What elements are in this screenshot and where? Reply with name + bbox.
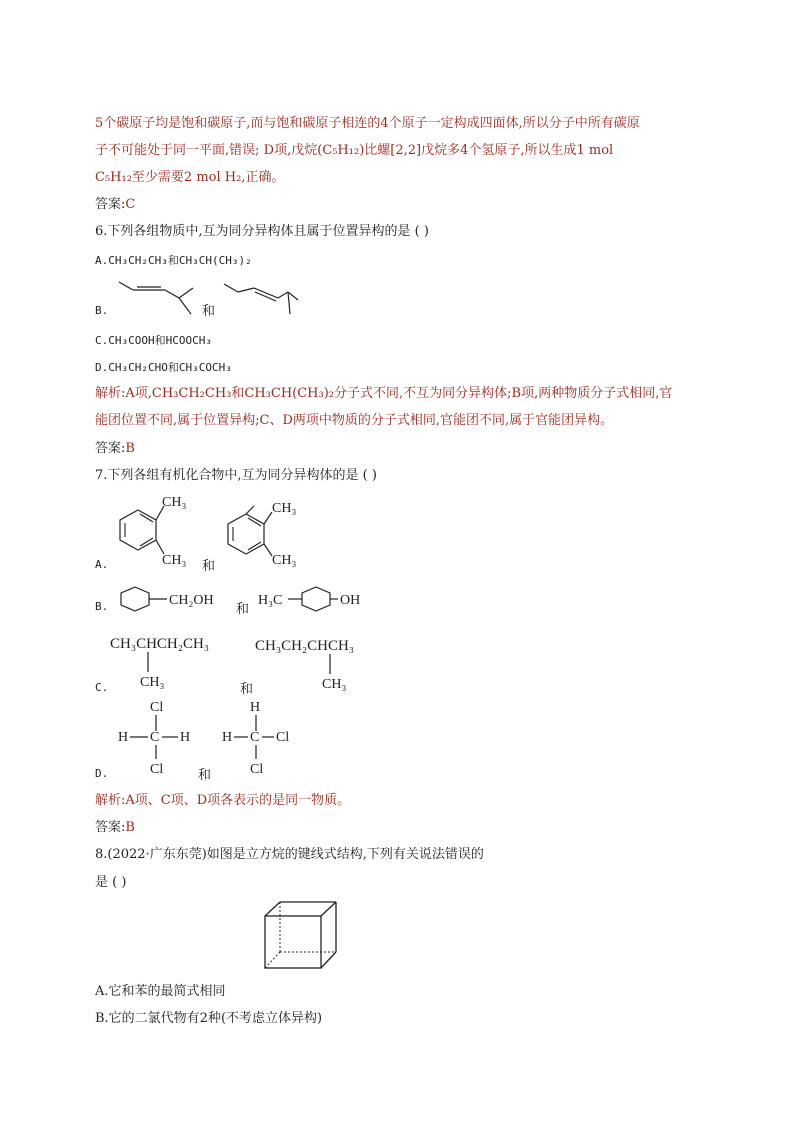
ch3-label: CH₃ bbox=[140, 675, 165, 690]
ch2oh-label: CH₂OH bbox=[169, 593, 214, 608]
q7-option-b-label: B. bbox=[95, 600, 109, 613]
q7-option-a-right-structure bbox=[218, 494, 308, 574]
c-label: C bbox=[250, 730, 260, 745]
ch3-label: CH₃ bbox=[272, 553, 297, 568]
q7-option-c-and: 和 bbox=[240, 682, 254, 697]
answer-label: 答案: bbox=[95, 820, 126, 835]
c-left-main-chain: CH₃CHCH₂CH₃ bbox=[110, 636, 210, 652]
explanation-line-1: 5个碳原子均是饱和碳原子,而与饱和碳原子相连的4个原子一定构成四面体,所以分子中所有碳原 bbox=[95, 116, 640, 131]
h-label: H bbox=[118, 730, 129, 745]
h3c-label: H₃C bbox=[258, 593, 283, 608]
q6-option-b-right-structure bbox=[220, 278, 300, 320]
q8-stem-line-1: 8.(2022·广东东莞)如图是立方烷的键线式结构,下列有关说法错误的 bbox=[95, 847, 484, 862]
cubane-structure bbox=[260, 898, 340, 974]
q8-option-b: B.它的二氯代物有2种(不考虑立体异构) bbox=[95, 1011, 323, 1026]
q6-answer bbox=[95, 439, 135, 459]
ch3-label: CH₃ bbox=[322, 677, 347, 692]
q7-option-d-label: D. bbox=[95, 767, 109, 780]
q6-option-b-left-structure bbox=[115, 278, 195, 320]
q6-option-b-label: B. bbox=[95, 304, 109, 317]
ch3-label: CH₃ bbox=[272, 501, 297, 516]
cl-label: Cl bbox=[250, 762, 264, 777]
q7-option-d-right-structure bbox=[220, 697, 300, 777]
answer-value: B bbox=[125, 441, 135, 456]
q7-option-b-right-structure bbox=[258, 584, 388, 614]
q7-option-c-label: C. bbox=[95, 681, 109, 694]
answer-5 bbox=[95, 195, 135, 215]
c-right-main-chain: CH₃CH₂CHCH₃ bbox=[255, 638, 355, 654]
q6-option-c: C.CH₃COOH和HCOOCH₃ bbox=[95, 334, 212, 347]
ch3-label: CH₃ bbox=[162, 553, 187, 568]
h-label: H bbox=[250, 700, 261, 715]
q7-option-a-and: 和 bbox=[202, 559, 216, 574]
q7-option-d-left-structure bbox=[116, 697, 196, 777]
cl-label: Cl bbox=[150, 762, 164, 777]
q7-option-a-left-structure bbox=[110, 490, 200, 570]
q7-option-a-label: A. bbox=[95, 558, 109, 571]
oh-label: OH bbox=[340, 593, 361, 608]
q6-analysis-line-2: 能团位置不同,属于位置异构;C、D两项中物质的分子式相同,官能团不同,属于官能团异构。 bbox=[95, 413, 614, 428]
c-label: C bbox=[150, 730, 160, 745]
ch3-label: CH₃ bbox=[162, 495, 187, 510]
q6-option-b-and: 和 bbox=[202, 304, 216, 319]
answer-label: 答案: bbox=[95, 197, 126, 212]
q7-option-c-left-structure bbox=[110, 632, 245, 692]
q6-option-d: D.CH₃CH₂CHO和CH₃COCH₃ bbox=[95, 361, 232, 374]
q8-option-a: A.它和苯的最简式相同 bbox=[95, 984, 226, 999]
h-label: H bbox=[180, 730, 191, 745]
q7-option-d-and: 和 bbox=[198, 768, 212, 783]
q7-option-c-right-structure bbox=[255, 634, 390, 694]
q6-analysis-line-1: 解析:A项,CH₃CH₂CH₃和CH₃CH(CH₃)₂分子式不同,不互为同分异构体;B项,两种物质分子式相同,官 bbox=[95, 386, 673, 401]
q6-option-a: A.CH₃CH₂CH₃和CH₃CH(CH₃)₂ bbox=[95, 254, 252, 267]
q7-option-b-left-structure bbox=[115, 584, 235, 614]
explanation-line-2: 子不可能处于同一平面,错误; D项,戊烷(C₅H₁₂)比螺[2,2]戊烷多4个氢原子,所以生成1 mol bbox=[95, 143, 614, 158]
answer-value: C bbox=[125, 197, 136, 212]
q7-answer bbox=[95, 818, 135, 838]
q7-stem: 7.下列各组有机化合物中,互为同分异构体的是 ( ) bbox=[95, 468, 377, 483]
h-label: H bbox=[222, 730, 233, 745]
cl-label: Cl bbox=[150, 700, 164, 715]
q7-analysis: 解析:A项、C项、D项各表示的是同一物质。 bbox=[95, 793, 351, 808]
q7-option-b-and: 和 bbox=[236, 602, 250, 617]
explanation-line-3: C₅H₁₂至少需要2 mol H₂,正确。 bbox=[95, 170, 285, 185]
answer-label: 答案: bbox=[95, 441, 126, 456]
q6-stem: 6.下列各组物质中,互为同分异构体且属于位置异构的是 ( ) bbox=[95, 224, 429, 239]
cl-label: Cl bbox=[276, 730, 290, 745]
q8-stem-line-2: 是 ( ) bbox=[95, 875, 127, 890]
answer-value: B bbox=[125, 820, 135, 835]
